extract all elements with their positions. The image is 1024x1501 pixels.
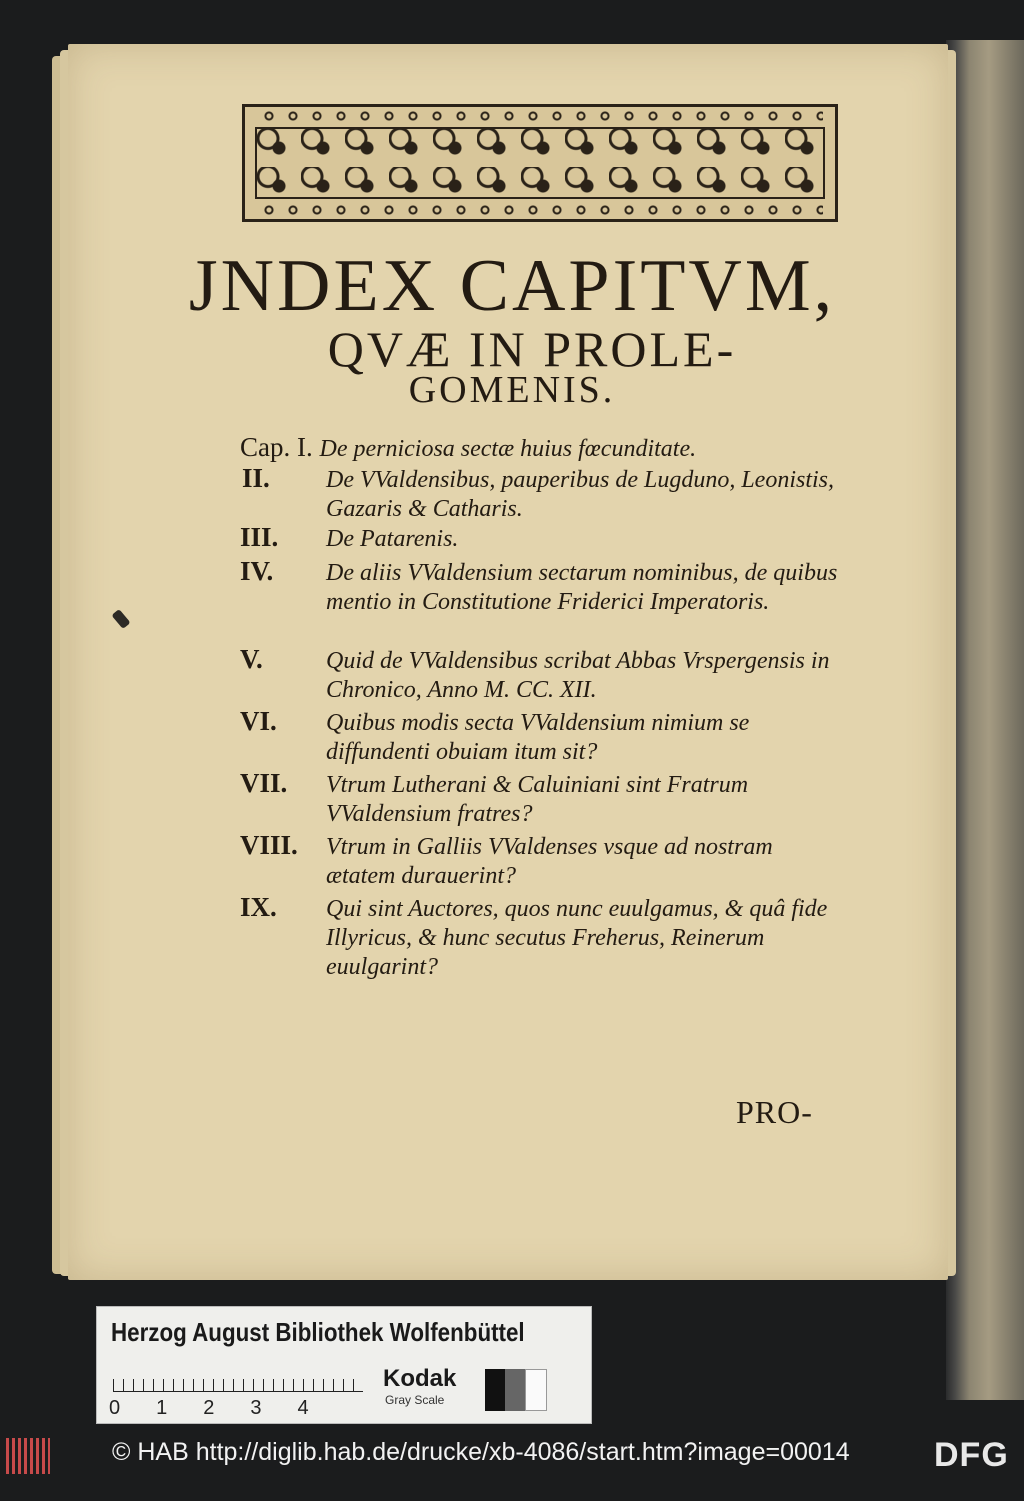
page-subtitle-continued: GOMENIS. bbox=[408, 369, 616, 411]
entry-text: Vtrum in Galliis VValdenses vsque ad nostram ætatem durauerint? bbox=[326, 834, 773, 889]
entry-number: II. bbox=[242, 463, 270, 493]
entry-text: Quibus modis secta VValdensium nimium se diffundenti obuiam itum sit? bbox=[326, 710, 750, 765]
gray-swatch-white bbox=[525, 1369, 547, 1411]
kodak-logo: Kodak bbox=[383, 1365, 457, 1392]
dfg-logo: DFG bbox=[934, 1436, 1009, 1474]
woodcut-headpiece-ornament bbox=[242, 104, 838, 222]
viewer-footer bbox=[0, 1428, 1024, 1501]
page-subtitle: QVÆ IN PROLE- bbox=[327, 321, 737, 377]
copyright-url[interactable]: © HAB http://diglib.hab.de/drucke/xb-4086/start.htm?image=00014 bbox=[112, 1438, 850, 1466]
ornament-border-top bbox=[257, 111, 823, 121]
gray-scale-label: Gray Scale bbox=[385, 1393, 445, 1407]
ornament-interlace bbox=[255, 127, 825, 199]
gray-swatch-mid bbox=[505, 1369, 525, 1411]
scale-ruler bbox=[113, 1369, 363, 1392]
entry-text: De VValdensibus, pauperibus de Lugduno, Leonistis, Gazaris & Catharis. bbox=[326, 467, 834, 522]
scan-reference-card bbox=[96, 1306, 592, 1424]
entry-number: IV. bbox=[240, 556, 274, 586]
entry-text: Vtrum Lutherani & Caluiniani sint Fratrum VValdensium fratres? bbox=[326, 772, 749, 827]
barcode-icon bbox=[6, 1438, 50, 1474]
gray-swatch-black bbox=[485, 1369, 505, 1411]
entry-number: VII. bbox=[240, 768, 288, 798]
catchword: PRO- bbox=[736, 1094, 813, 1130]
entry-number: III. bbox=[240, 522, 279, 552]
entry-number: V. bbox=[240, 644, 263, 674]
entry-text: Qui sint Auctores, quos nunc euulgamus, & quâ fide Illyricus, & hunc secutus Freherus, Reinerum euulgarint? bbox=[326, 896, 828, 980]
entry-text: De aliis VValdensium sectarum nominibus, de quibus mentio in Constitutione Friderici Imperatoris. bbox=[326, 560, 838, 615]
index-entry bbox=[240, 432, 696, 463]
entry-number: VIII. bbox=[240, 830, 298, 860]
entry-text: De Patarenis. bbox=[326, 526, 459, 552]
entry-text: De perniciosa sectæ huius fœcunditate. bbox=[319, 436, 697, 462]
page-title: JNDEX CAPITVM, bbox=[188, 245, 836, 327]
entry-number: IX. bbox=[240, 892, 277, 922]
entry-text: Quid de VValdensibus scribat Abbas Vrspergensis in Chronico, Anno M. CC. XII. bbox=[326, 648, 830, 703]
entry-number: Cap. I. bbox=[240, 432, 313, 462]
ornament-border-bottom bbox=[257, 205, 823, 215]
entry-number: VI. bbox=[240, 706, 277, 736]
library-name: Herzog August Bibliothek Wolfenbüttel bbox=[111, 1317, 525, 1347]
ruler-numbers: 01234 bbox=[109, 1397, 345, 1419]
